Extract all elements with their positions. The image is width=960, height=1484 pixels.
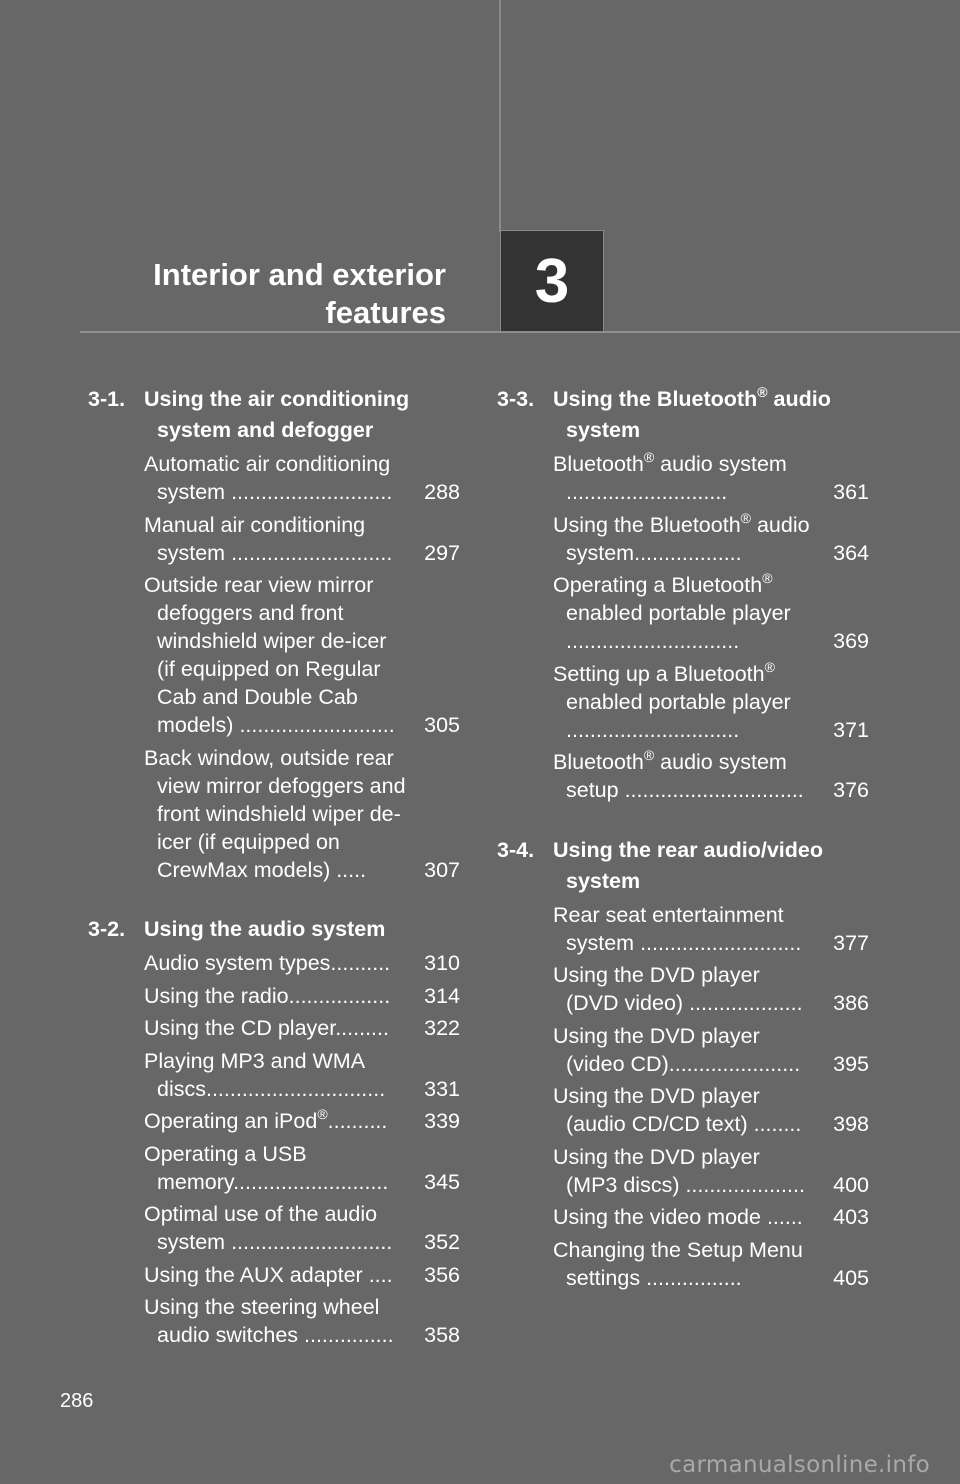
toc-entry[interactable] xyxy=(144,450,460,506)
dot-leader: ........................... xyxy=(634,930,802,955)
dot-leader: ............... xyxy=(298,1323,394,1347)
toc-entry-label: Outside rear view mirror defoggers and front windshield wiper de-icer (if equipped on Regular Cab and Double Cab models) xyxy=(144,573,387,737)
registered-mark: ® xyxy=(740,509,751,526)
toc-entry-label: Using the DVD player (audio CD/CD text) xyxy=(553,1084,760,1136)
toc-entry-label: Using the CD player xyxy=(144,1016,336,1040)
section-heading[interactable] xyxy=(88,384,460,446)
toc-entry[interactable] xyxy=(553,1022,869,1078)
toc-entry-page: 297 xyxy=(424,540,460,565)
toc-entry-label: Manual air conditioning system xyxy=(144,512,366,565)
toc-entry-label-part: audio system xyxy=(654,452,787,476)
toc-left-column xyxy=(88,384,460,1354)
dot-leader: .......... xyxy=(327,1109,388,1133)
registered-mark: ® xyxy=(762,570,773,586)
dot-leader: ........................... xyxy=(225,540,393,565)
toc-entry[interactable] xyxy=(144,571,460,739)
toc-entry-label: Audio system types xyxy=(144,951,331,975)
toc-entry[interactable] xyxy=(144,1047,460,1103)
dot-leader: .............................. xyxy=(205,1076,386,1101)
toc-entry-label xyxy=(553,658,791,714)
toc-entry-page: 395 xyxy=(833,1051,869,1076)
toc-entry-label-part: Using the Bluetooth xyxy=(553,512,741,537)
toc-entry[interactable] xyxy=(553,660,869,744)
section-title-part: Using the Bluetooth xyxy=(553,387,758,411)
toc-entry-label: Changing the Setup Menu settings xyxy=(553,1237,803,1290)
dot-leader: .................... xyxy=(679,1172,805,1197)
toc-entry-page: 310 xyxy=(424,951,460,975)
toc-entry-page: 314 xyxy=(424,983,460,1008)
header-vertical-rule xyxy=(499,0,501,232)
dot-leader: ................ xyxy=(640,1265,742,1290)
toc-entry-label: Using the DVD player (video CD) xyxy=(553,1023,760,1076)
toc-entry-label: Playing MP3 and WMA discs xyxy=(144,1048,364,1101)
toc-entry-label-part: audio system xyxy=(566,512,810,565)
toc-entry-label: Using the steering wheel audio switches xyxy=(144,1295,380,1347)
toc-entry[interactable] xyxy=(553,1236,869,1292)
toc-entry[interactable] xyxy=(553,901,869,957)
section-title xyxy=(553,384,869,446)
chapter-number: 3 xyxy=(534,246,570,316)
toc-entry-page: 398 xyxy=(833,1112,869,1136)
toc-right-column xyxy=(497,384,869,1296)
toc-entry[interactable] xyxy=(144,511,460,567)
registered-mark: ® xyxy=(643,449,655,465)
section-title: Using the audio system xyxy=(144,917,386,941)
toc-section-3-1 xyxy=(88,384,460,884)
toc-entry-label xyxy=(553,570,791,625)
toc-entry-page: 386 xyxy=(833,991,869,1015)
toc-entry-page: 288 xyxy=(424,480,460,504)
registered-mark: ® xyxy=(757,384,768,400)
page-number: 286 xyxy=(60,1390,94,1412)
toc-entry[interactable] xyxy=(553,961,869,1017)
watermark: carmanualsonline.info xyxy=(669,1452,930,1478)
toc-entry-page: 331 xyxy=(424,1076,460,1101)
section-title-part: audio system xyxy=(566,387,831,442)
toc-entry-label-part: Bluetooth xyxy=(553,452,644,476)
chapter-title-line-2: features xyxy=(325,295,446,330)
toc-entry[interactable] xyxy=(553,450,869,506)
toc-entry[interactable] xyxy=(553,1143,869,1199)
toc-entry-page: 405 xyxy=(833,1265,869,1290)
dot-leader: .................. xyxy=(634,540,742,565)
toc-entry[interactable] xyxy=(144,1261,460,1289)
dot-leader: ........................... xyxy=(566,480,728,504)
toc-entry[interactable] xyxy=(144,982,460,1010)
toc-entry[interactable] xyxy=(144,949,460,977)
toc-entry-label: Optimal use of the audio system xyxy=(144,1202,378,1254)
toc-entry-page: 403 xyxy=(833,1205,869,1229)
chapter-number-tab xyxy=(500,230,604,332)
toc-entry-page: 339 xyxy=(424,1109,460,1133)
toc-entry[interactable] xyxy=(553,1082,869,1138)
dot-leader: .......... xyxy=(330,951,391,975)
toc-section-3-3 xyxy=(497,384,869,804)
toc-entry-label: Using the video mode xyxy=(553,1205,761,1229)
toc-entry[interactable] xyxy=(144,1014,460,1042)
toc-entry-label-part: Bluetooth xyxy=(553,750,644,774)
toc-entry-page: 305 xyxy=(424,713,460,737)
section-title: Using the air conditioning system and defogger xyxy=(144,387,410,442)
toc-entry-page: 369 xyxy=(833,629,869,653)
dot-leader: .......................... xyxy=(233,713,395,737)
toc-entry[interactable] xyxy=(144,1293,460,1349)
toc-entry-label: Using the DVD player (DVD video) xyxy=(553,963,760,1015)
chapter-title xyxy=(153,256,446,332)
section-number: 3-1. xyxy=(88,387,126,411)
toc-entry-page: 352 xyxy=(424,1230,460,1254)
toc-section-3-2 xyxy=(88,914,460,1349)
dot-leader: ........................... xyxy=(225,1230,393,1254)
dot-leader: ...................... xyxy=(668,1051,801,1076)
dot-leader: ........................... xyxy=(225,480,393,504)
dot-leader: ............................. xyxy=(566,717,740,742)
toc-section-3-4 xyxy=(497,835,869,1292)
toc-entry-page: 371 xyxy=(833,717,869,742)
toc-entry[interactable] xyxy=(553,748,869,804)
toc-entry-label xyxy=(553,449,787,476)
toc-entry-label: Rear seat entertainment system xyxy=(553,902,784,955)
registered-mark: ® xyxy=(643,747,655,763)
toc-entry-page: 356 xyxy=(424,1262,460,1287)
section-number: 3-3. xyxy=(497,387,535,411)
section-title: Using the rear audio/video system xyxy=(553,837,823,893)
toc-entry-page: 376 xyxy=(833,778,869,802)
toc-entry[interactable] xyxy=(144,1140,460,1196)
dot-leader: ........ xyxy=(747,1112,802,1136)
toc-entry-page: 377 xyxy=(833,930,869,955)
toc-entry-label-part: enabled portable player xyxy=(566,601,791,625)
toc-entry-label-part: Setting up a Bluetooth xyxy=(553,661,765,686)
dot-leader: ..... xyxy=(330,857,367,882)
section-number: 3-4. xyxy=(497,837,535,862)
toc-entry-label: Using the DVD player (MP3 discs) xyxy=(553,1144,760,1197)
toc-entry[interactable] xyxy=(144,744,460,884)
section-heading[interactable] xyxy=(497,384,869,446)
toc-entry-page: 364 xyxy=(833,540,869,565)
toc-entry-label: Automatic air conditioning system xyxy=(144,452,391,504)
toc-entry[interactable] xyxy=(553,1203,869,1231)
dot-leader: ................. xyxy=(288,983,391,1008)
toc-entry-label: Operating an iPod xyxy=(144,1109,318,1133)
dot-leader: .............................. xyxy=(618,778,804,802)
toc-entry[interactable] xyxy=(144,1107,460,1135)
dot-leader: ...... xyxy=(760,1205,803,1229)
toc-entry-label: Using the radio xyxy=(144,983,289,1008)
toc-entry[interactable] xyxy=(553,511,869,567)
toc-entry-label: Back window, outside rear view mirror defoggers and front windshield wiper de-icer (if equipped on CrewMax models) xyxy=(144,745,406,882)
toc-entry[interactable] xyxy=(144,1200,460,1256)
dot-leader: .......................... xyxy=(233,1169,389,1194)
toc-entry-page: 345 xyxy=(424,1169,460,1194)
toc-entry-page: 361 xyxy=(833,480,869,504)
registered-mark: ® xyxy=(764,658,775,675)
chapter-title-line-1: Interior and exterior xyxy=(153,257,446,292)
section-heading[interactable] xyxy=(88,914,460,945)
toc-entry-page: 322 xyxy=(424,1016,460,1040)
dot-leader: ............................. xyxy=(566,629,740,653)
toc-entry-page: 358 xyxy=(424,1323,460,1347)
toc-entry-page: 400 xyxy=(833,1172,869,1197)
dot-leader: .... xyxy=(362,1262,393,1287)
toc-entry-label: Operating a USB memory xyxy=(144,1141,307,1194)
toc-entry-label-part: Operating a Bluetooth xyxy=(553,573,763,597)
dot-leader: ................... xyxy=(683,991,803,1015)
dot-leader: ......... xyxy=(335,1016,389,1040)
registered-mark: ® xyxy=(317,1106,328,1122)
toc-entry-page: 307 xyxy=(424,857,460,882)
toc-entry-label-part: audio system setup xyxy=(566,750,787,802)
toc-entry-label: Using the AUX adapter xyxy=(144,1262,363,1287)
toc-entry[interactable] xyxy=(553,571,869,655)
section-number: 3-2. xyxy=(88,917,126,941)
toc-entry-label-part: enabled portable player xyxy=(566,689,791,714)
section-heading[interactable] xyxy=(497,835,869,897)
